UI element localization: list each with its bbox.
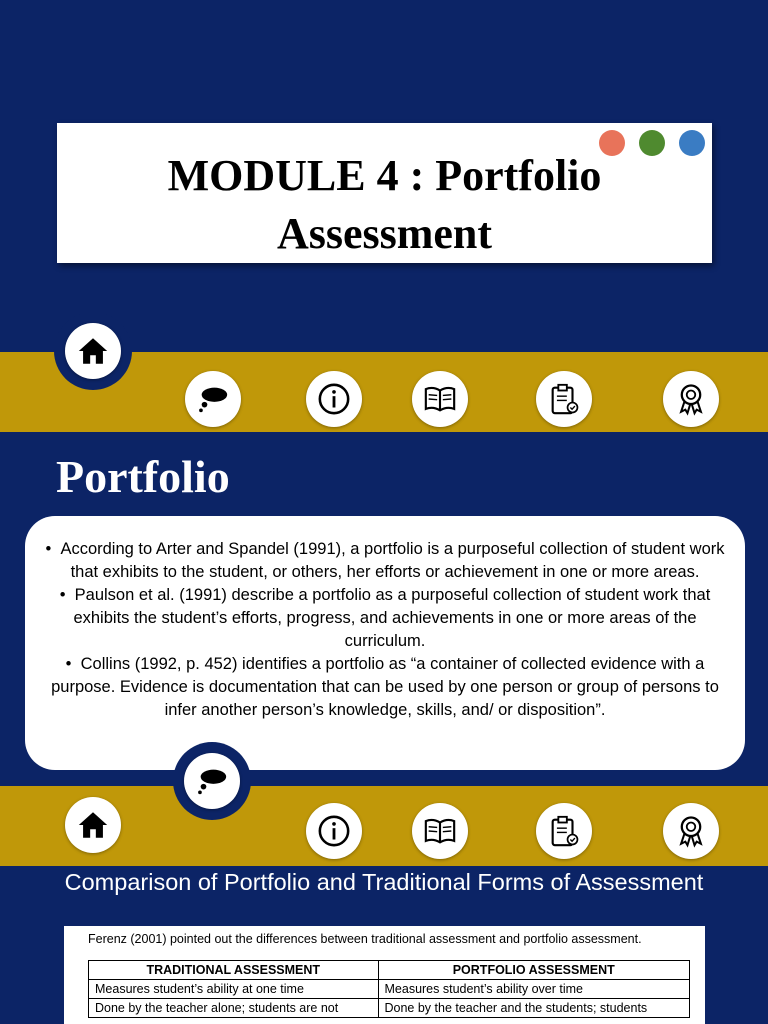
thought-bubble-icon <box>195 764 229 798</box>
red-dot <box>599 130 625 156</box>
award-ribbon-icon <box>674 814 708 848</box>
clipboard-check-icon <box>547 382 581 416</box>
brainstorm-button[interactable] <box>184 753 240 809</box>
thought-bubble-icon <box>196 382 230 416</box>
book-icon <box>423 382 457 416</box>
home-icon <box>76 334 110 368</box>
table-cell: Measures student’s ability over time <box>378 980 690 999</box>
header-traditional: TRADITIONAL ASSESSMENT <box>89 961 379 980</box>
comparison-heading: Comparison of Portfolio and Traditional Forms of Assessment <box>64 869 704 895</box>
comparison-table <box>88 960 690 1018</box>
module-title-line2: Assessment <box>276 209 493 258</box>
table-row <box>89 980 690 999</box>
brainstorm-button[interactable] <box>185 371 241 427</box>
award-ribbon-icon <box>674 382 708 416</box>
award-button[interactable] <box>663 371 719 427</box>
info-icon <box>317 814 351 848</box>
award-button[interactable] <box>663 803 719 859</box>
info-button[interactable] <box>306 803 362 859</box>
home-icon <box>76 808 110 842</box>
reading-button[interactable] <box>412 371 468 427</box>
reading-button[interactable] <box>412 803 468 859</box>
table-row <box>89 999 690 1018</box>
home-button[interactable] <box>65 797 121 853</box>
table-cell: Done by the teacher and the students; students <box>378 999 690 1018</box>
table-cell: Measures student’s ability at one time <box>89 980 379 999</box>
table-cell: Done by the teacher alone; students are not <box>89 999 379 1018</box>
header-portfolio: PORTFOLIO ASSESSMENT <box>378 961 690 980</box>
blue-dot <box>679 130 705 156</box>
table-header-row <box>89 961 690 980</box>
comparison-document <box>64 926 705 1024</box>
info-icon <box>317 382 351 416</box>
bullet-arter-spandel: • According to Arter and Spandel (1991), a portfolio is a purposeful collection of student work that exhibits to the student, or others, her efforts or achievement in one or more areas. <box>45 538 725 584</box>
bullet-collins: • Collins (1992, p. 452) identifies a portfolio as “a container of collected evidence with a purpose. Evidence is documentation that can be used by one person or group of persons to infer another person’s knowledge, skills, and/ or disposition”. <box>45 653 725 722</box>
portfolio-heading: Portfolio <box>56 451 230 502</box>
green-dot <box>639 130 665 156</box>
clipboard-check-icon <box>547 814 581 848</box>
book-icon <box>423 814 457 848</box>
home-button[interactable] <box>65 323 121 379</box>
module-title-line1: MODULE 4 : Portfolio <box>167 151 602 200</box>
ferenz-intro: Ferenz (2001) pointed out the differences between traditional assessment and portfolio assessment. <box>88 932 642 946</box>
definitions-card <box>25 516 745 770</box>
assessment-button[interactable] <box>536 803 592 859</box>
assessment-button[interactable] <box>536 371 592 427</box>
info-button[interactable] <box>306 371 362 427</box>
bullet-paulson: • Paulson et al. (1991) describe a portfolio as a purposeful collection of student work that exhibits the student’s efforts, progress, and achievements in one or more areas of the curriculum. <box>45 584 725 653</box>
